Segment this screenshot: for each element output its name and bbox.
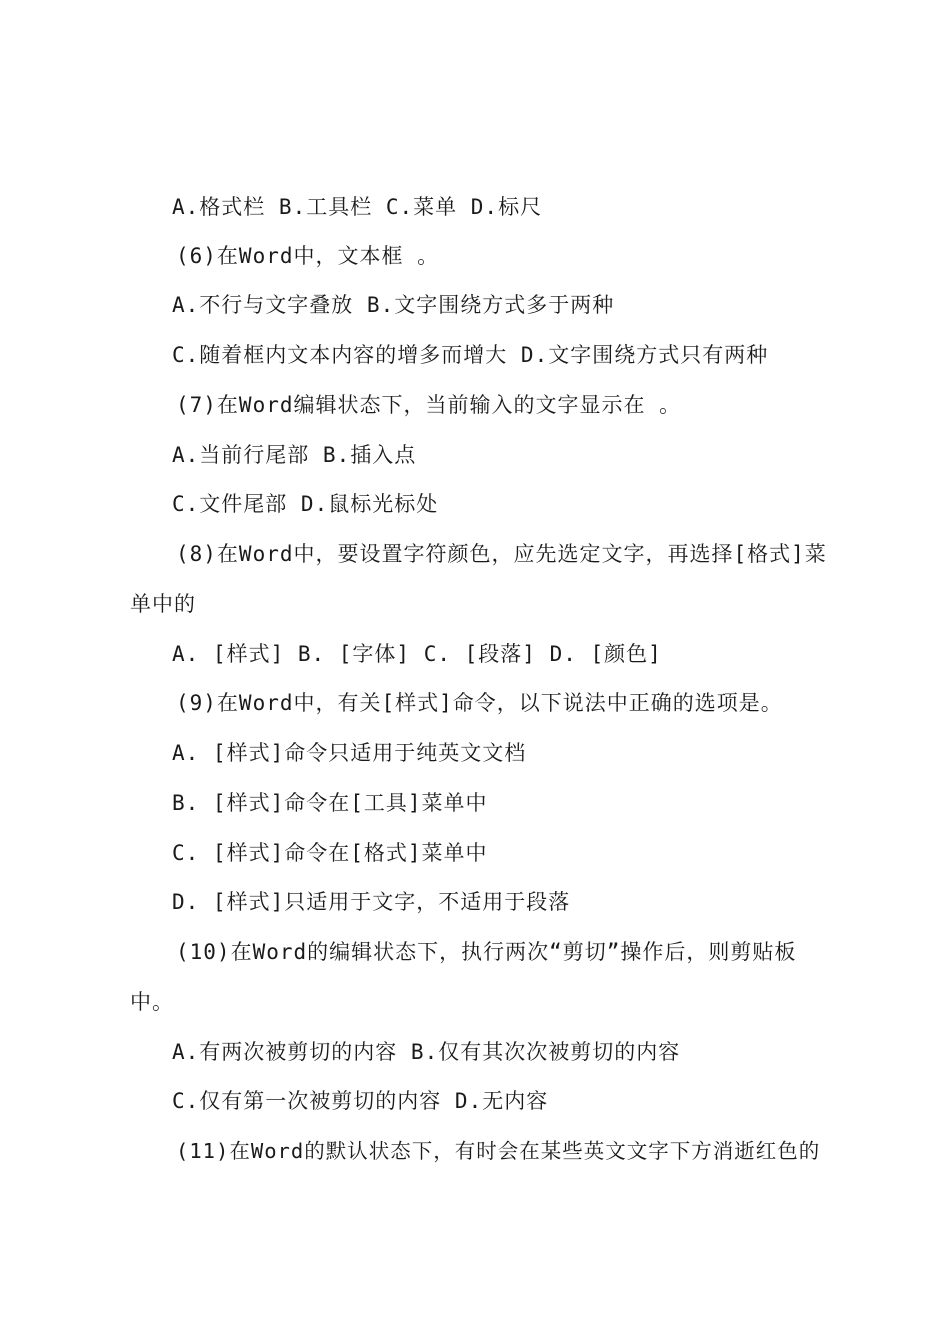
question-continuation-line: 单中的 bbox=[130, 592, 196, 616]
option-line: A.有两次被剪切的内容 B.仅有其次次被剪切的内容 bbox=[172, 1040, 681, 1064]
option-line: C.仅有第一次被剪切的内容 D.无内容 bbox=[172, 1089, 549, 1113]
option-line: C. [样式]命令在[格式]菜单中 bbox=[172, 841, 488, 865]
question-continuation-line: 中。 bbox=[130, 990, 174, 1014]
question-line: (7)在Word编辑状态下，当前输入的文字显示在 。 bbox=[176, 393, 682, 417]
option-line: D. [样式]只适用于文字，不适用于段落 bbox=[172, 890, 571, 914]
question-line: (6)在Word中，文本框 。 bbox=[176, 244, 440, 268]
option-line: B. [样式]命令在[工具]菜单中 bbox=[172, 791, 488, 815]
option-line: A. [样式]命令只适用于纯英文文档 bbox=[172, 741, 527, 765]
option-line: C.随着框内文本内容的增多而增大 D.文字围绕方式只有两种 bbox=[172, 343, 769, 367]
question-line: (10)在Word的编辑状态下，执行两次“剪切”操作后，则剪贴板 bbox=[176, 940, 797, 964]
option-line: A.格式栏 B.工具栏 C.菜单 D.标尺 bbox=[172, 195, 543, 219]
option-line: A.不行与文字叠放 B.文字围绕方式多于两种 bbox=[172, 293, 615, 317]
question-line: (8)在Word中，要设置字符颜色，应先选定文字，再选择[格式]菜 bbox=[176, 542, 827, 566]
question-line: (11)在Word的默认状态下，有时会在某些英文文字下方消逝红色的 bbox=[176, 1139, 821, 1163]
option-line: C.文件尾部 D.鼠标光标处 bbox=[172, 492, 439, 516]
question-line: (9)在Word中，有关[样式]命令，以下说法中正确的选项是。 bbox=[176, 691, 783, 715]
option-line: A. [样式] B. [字体] C. [段落] D. [颜色] bbox=[172, 642, 662, 666]
option-line: A.当前行尾部 B.插入点 bbox=[172, 443, 417, 467]
